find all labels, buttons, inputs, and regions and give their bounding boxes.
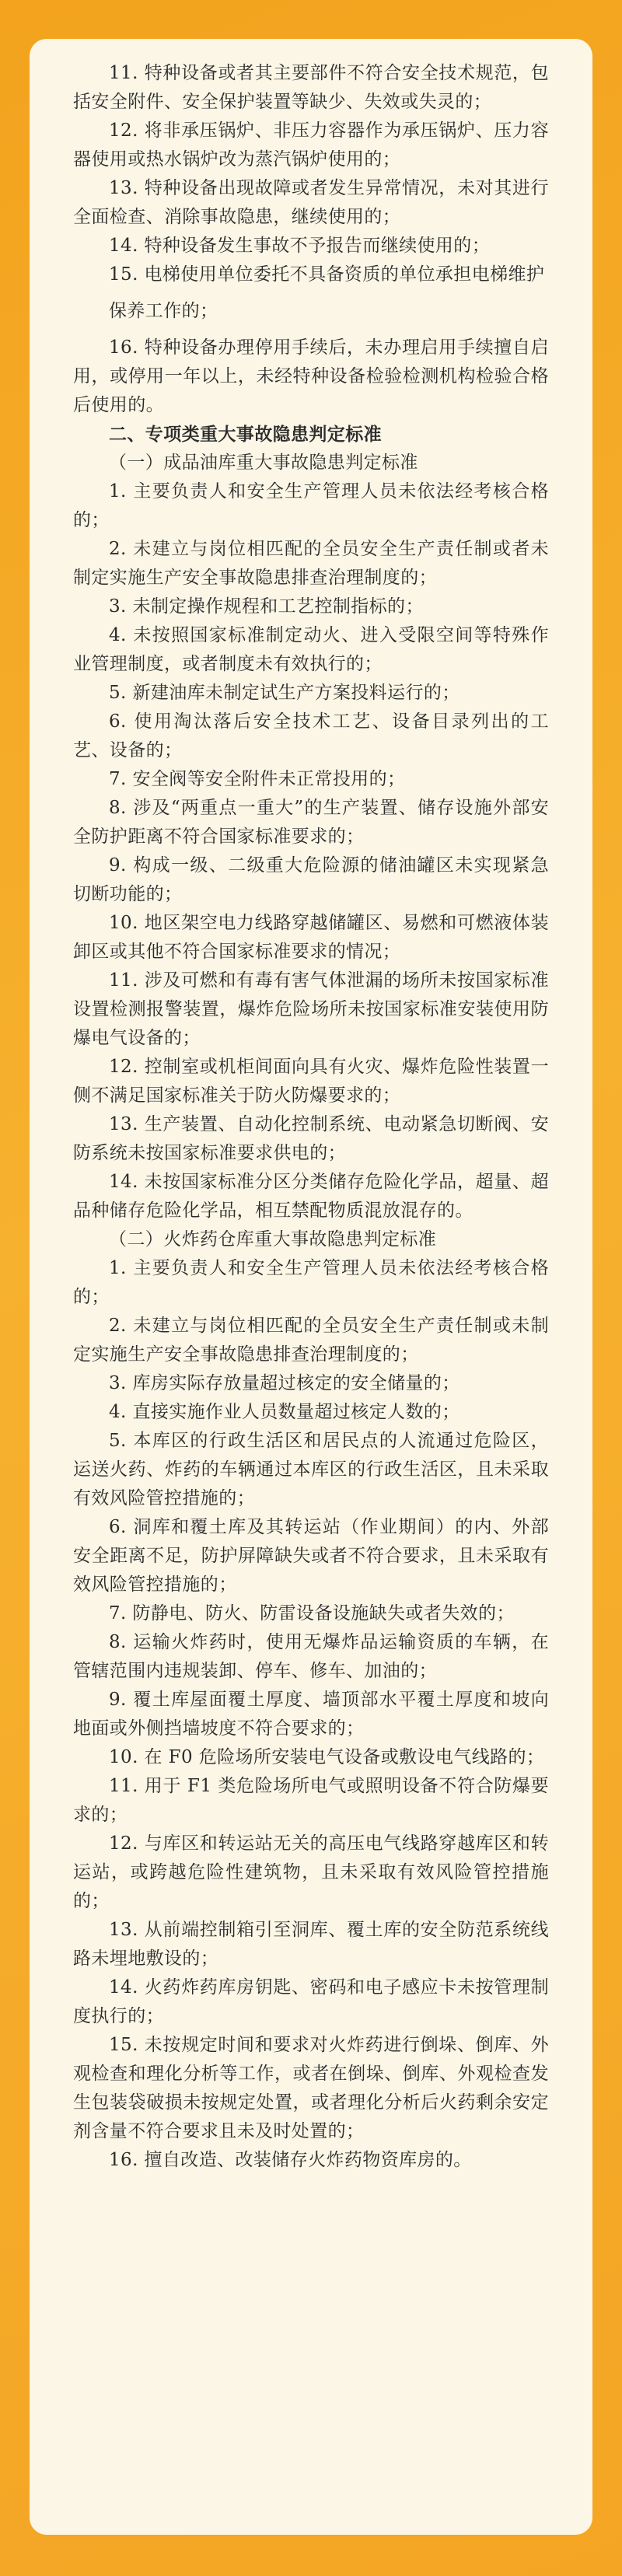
paragraph: 11. 特种设备或者其主要部件不符合安全技术规范，包括安全附件、安全保护装置等缺少、失效或失灵的； (73, 63, 549, 112)
paragraph: 3. 未制定操作规程和工艺控制指标的； (109, 596, 424, 617)
paragraph: 1. 主要负责人和安全生产管理人员未依法经考核合格的； (73, 481, 549, 530)
paragraph: 4. 未按照国家标准制定动火、进入受限空间等特殊作业管理制度，或者制度未有效执行的； (73, 625, 549, 674)
paragraph: 7. 安全阀等安全附件未正常投用的； (109, 769, 406, 789)
paragraph: 2. 未建立与岗位相匹配的全员安全生产责任制或未制定实施生产安全事故隐患排查治理制度的； (73, 1316, 549, 1365)
paragraph: 6. 使用淘汰落后安全技术工艺、设备目录列出的工艺、设备的； (73, 711, 549, 760)
paragraph: 13. 从前端控制箱引至洞库、覆土库的安全防范系统线路未埋地敷设的； (73, 1920, 549, 1969)
paragraph: 11. 用于 F1 类危险场所电气或照明设备不符合防爆要求的； (73, 1776, 549, 1825)
paragraph: 5. 本库区的行政生活区和居民点的人流通过危险区，运送火药、炸药的车辆通过本库区的行政生活区，且未采取有效风险管控措施的； (73, 1431, 549, 1508)
paragraph: 10. 地区架空电力线路穿越储罐区、易燃和可燃液体装卸区或其他不符合国家标准要求的情况； (73, 913, 549, 962)
paragraph: 15. 未按规定时间和要求对火炸药进行倒垛、倒库、外观检查和理化分析等工作，或者在倒垛、倒库、外观检查发生包装袋破损未按规定处置，或者理化分析后火药剩余安定剂含量不符合要求且未及时处置的； (73, 2035, 549, 2141)
paragraph: 5. 新建油库未制定试生产方案投料运行的； (109, 683, 460, 703)
document-body (73, 59, 549, 2175)
paragraph: 12. 将非承压锅炉、非压力容器作为承压锅炉、压力容器使用或热水锅炉改为蒸汽锅炉使用的； (73, 121, 549, 170)
subsection-heading: （一）成品油库重大事故隐患判定标准 (109, 453, 418, 473)
paragraph: 保养工作的； (109, 301, 218, 321)
paragraph: 11. 涉及可燃和有毒有害气体泄漏的场所未按国家标准设置检测报警装置，爆炸危险场所未按国家标准安装使用防爆电气设备的； (73, 970, 549, 1048)
subsection-heading: （二）火炸药仓库重大事故隐患判定标准 (109, 1229, 437, 1250)
paragraph: 1. 主要负责人和安全生产管理人员未依法经考核合格的； (73, 1258, 549, 1307)
paragraph: 13. 生产装置、自动化控制系统、电动紧急切断阀、安防系统未按国家标准要求供电的； (73, 1114, 549, 1163)
paragraph: 10. 在 F0 危险场所安装电气设备或敷设电气线路的； (109, 1747, 545, 1767)
paragraph: 12. 控制室或机柜间面向具有火灾、爆炸危险性装置一侧不满足国家标准关于防火防爆要求的； (73, 1057, 549, 1106)
paragraph: 8. 运输火炸药时，使用无爆炸品运输资质的车辆，在管辖范围内违规装卸、停车、修车、加油的； (73, 1632, 549, 1681)
paragraph: 14. 未按国家标准分区分类储存危险化学品，超量、超品种储存危险化学品，相互禁配物质混放混存的。 (73, 1172, 549, 1221)
paragraph: 2. 未建立与岗位相匹配的全员安全生产责任制或者未制定实施生产安全事故隐患排查治理制度的； (73, 539, 549, 588)
paragraph: 14. 特种设备发生事故不予报告而继续使用的； (109, 236, 491, 256)
paragraph: 16. 特种设备办理停用手续后，未办理启用手续擅自启用，或停用一年以上，未经特种设备检验检测机构检验合格后使用的。 (73, 337, 549, 415)
section-heading: 二、专项类重大事故隐患判定标准 (109, 424, 382, 445)
paragraph: 14. 火药炸药库房钥匙、密码和电子感应卡未按管理制度执行的； (73, 1977, 549, 2026)
paragraph: 16. 擅自改造、改装储存火炸药物资库房的。 (109, 2150, 472, 2170)
paragraph: 4. 直接实施作业人员数量超过核定人数的； (109, 1402, 460, 1422)
document-card (30, 39, 592, 2535)
paragraph: 9. 构成一级、二级重大危险源的储油罐区未实现紧急切断功能的； (73, 855, 549, 904)
paragraph: 6. 洞库和覆土库及其转运站（作业期间）的内、外部安全距离不足，防护屏障缺失或者不符合要求，且未采取有效风险管控措施的； (73, 1517, 549, 1595)
paragraph: 15. 电梯使用单位委托不具备资质的单位承担电梯维护 (109, 264, 545, 285)
paragraph: 13. 特种设备出现故障或者发生异常情况，未对其进行全面检查、消除事故隐患，继续使用的； (73, 178, 549, 227)
paragraph: 8. 涉及“两重点一重大”的生产装置、储存设施外部安全防护距离不符合国家标准要求的； (73, 798, 549, 847)
paragraph: 12. 与库区和转运站无关的高压电气线路穿越库区和转运站，或跨越危险性建筑物，且未采取有效风险管控措施的； (73, 1833, 549, 1911)
paragraph: 7. 防静电、防火、防雷设备设施缺失或者失效的； (109, 1603, 515, 1624)
paragraph: 9. 覆土库屋面覆土厚度、墙顶部水平覆土厚度和坡向地面或外侧挡墙坡度不符合要求的； (73, 1690, 549, 1739)
paragraph: 3. 库房实际存放量超过核定的安全储量的； (109, 1373, 460, 1393)
